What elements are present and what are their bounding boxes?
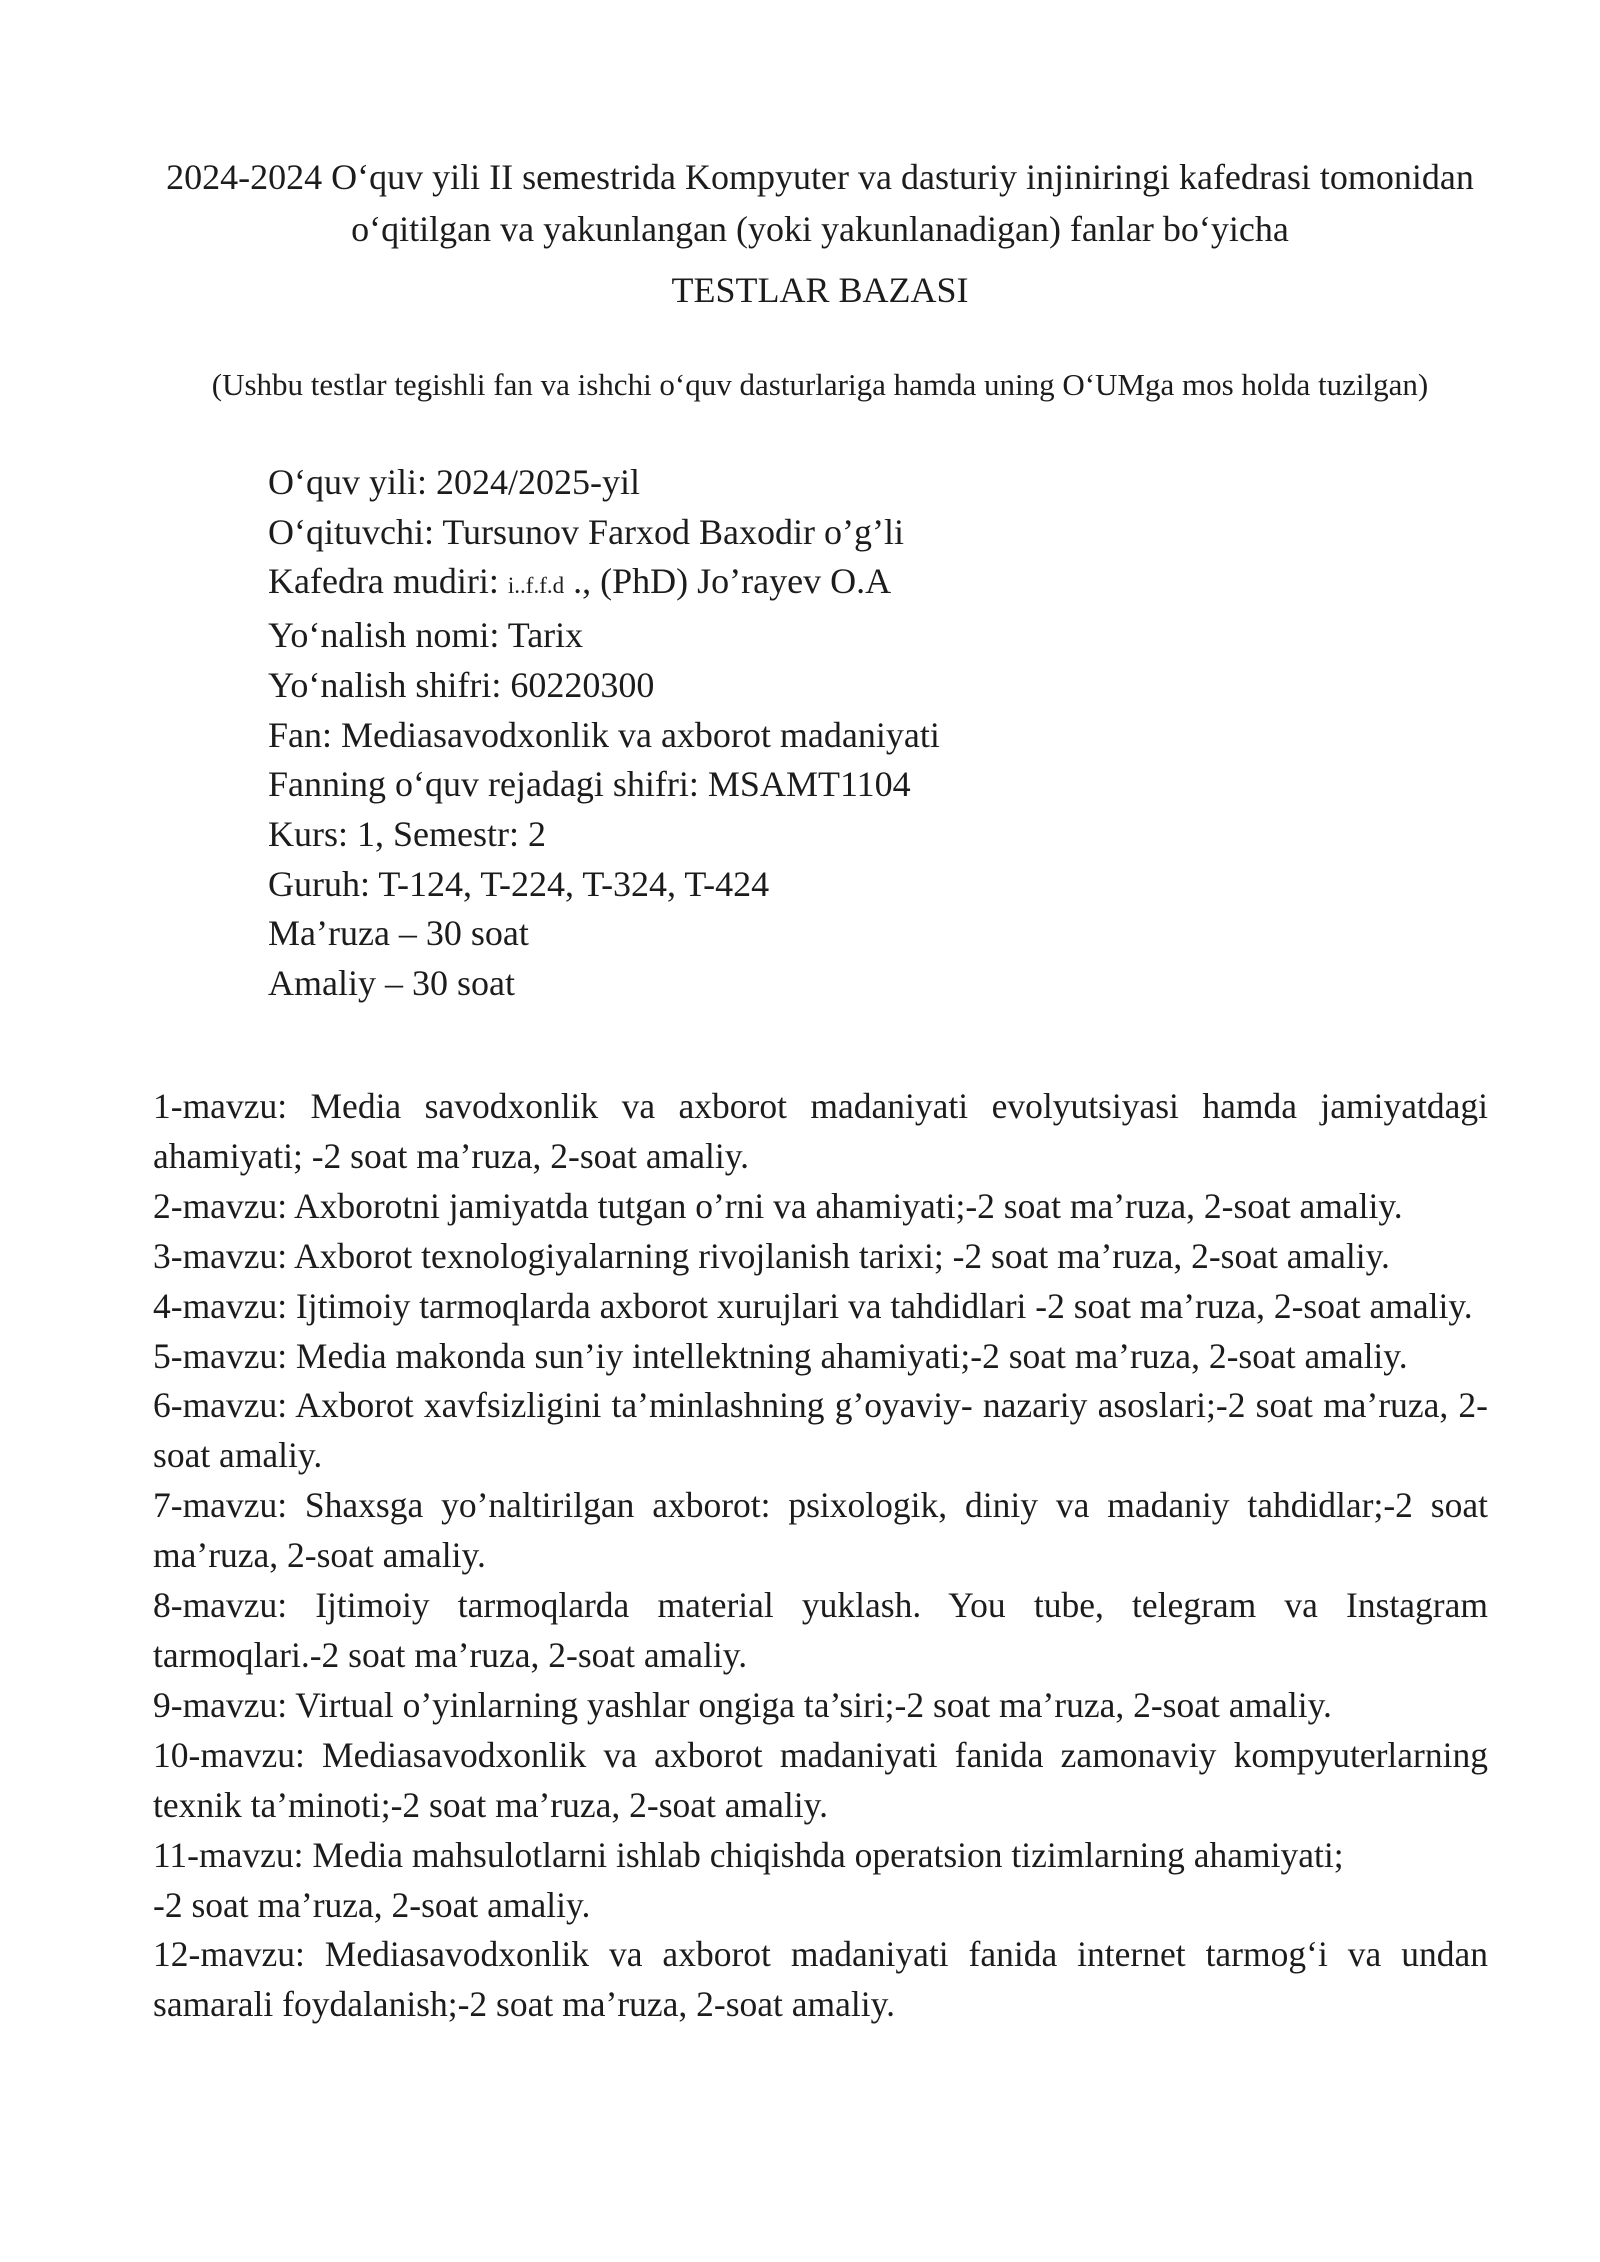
department-head <box>268 557 1368 611</box>
topic-item: 6-mavzu: Axborot xavfsizligini ta’minlashning g’oyaviy- nazariy asoslari;-2 soat ma’ruza, 2-soat amaliy. <box>153 1385 1488 1476</box>
topic-item: 3-mavzu: Axborot texnologiyalarning rivojlanish tarixi; -2 soat ma’ruza, 2-soat amaliy. <box>153 1235 1390 1276</box>
lecture-hours: Ma’ruza – 30 soat <box>268 913 529 954</box>
course-info <box>268 458 1368 1009</box>
department-head-name: ., (PhD) Jo’rayev O.A <box>564 561 892 602</box>
study-year: O‘quv yili: 2024/2025-yil <box>268 462 640 502</box>
department-head-degree: i..f.f.d <box>507 573 565 599</box>
direction-code: Yo‘nalish shifri: 60220300 <box>268 664 655 705</box>
document-note: (Ushbu testlar tegishli fan va ishchi o‘quv dasturlariga hamda uning O‘UMga mos holda tuzilgan) <box>211 367 1429 402</box>
topic-item: 2-mavzu: Axborotni jamiyatda tutgan o’rni va ahamiyati;-2 soat ma’ruza, 2-soat amaliy. <box>153 1185 1403 1226</box>
document-intro: 2024-2024 O‘quv yili II semestrida Kompyuter va dasturiy injiniringi kafedrasi tomonidan o‘qitilgan va yakunlangan (yoki yakunlanadigan) fanlar bo‘yicha <box>166 157 1474 249</box>
topic-item: 5-mavzu: Media makonda sun’iy intellektning ahamiyati;-2 soat ma’ruza, 2-soat amaliy. <box>153 1335 1408 1376</box>
topic-item-continuation: -2 soat ma’ruza, 2-soat amaliy. <box>153 1884 591 1925</box>
topic-item: 1-mavzu: Media savodxonlik va axborot madaniyati evolyutsiyasi hamda jamiyatdagi ahamiyati; -2 soat ma’ruza, 2-soat amaliy. <box>153 1086 1488 1176</box>
teacher: O‘qituvchi: Tursunov Farxod Baxodir o’g’li <box>268 511 904 552</box>
practice-hours: Amaliy – 30 soat <box>268 963 515 1004</box>
topic-item: 7-mavzu: Shaxsga yo’naltirilgan axborot: psixologik, diniy va madaniy tahdidlar;-2 soat ma’ruza, 2-soat amaliy. <box>153 1485 1488 1576</box>
course-semester: Kurs: 1, Semestr: 2 <box>268 813 546 854</box>
topic-item: 8-mavzu: Ijtimoiy tarmoqlarda material yuklash. You tube, telegram va Instagram tarmoqlari.-2 soat ma’ruza, 2-soat amaliy. <box>153 1585 1488 1675</box>
document-title: TESTLAR BAZASI <box>671 270 969 310</box>
topic-list <box>153 1082 1488 2030</box>
subject: Fan: Mediasavodxonlik va axborot madaniyati <box>268 714 940 755</box>
topic-item: 11-mavzu: Media mahsulotlarni ishlab chiqishda operatsion tizimlarning ahamiyati; <box>153 1834 1344 1875</box>
groups: Guruh: T-124, T-224, T-324, T-424 <box>268 863 770 904</box>
topic-item: 4-mavzu: Ijtimoiy tarmoqlarda axborot xurujlari va tahdidlari -2 soat ma’ruza, 2-soat amaliy. <box>153 1285 1473 1326</box>
curriculum-code: Fanning o‘quv rejadagi shifri: MSAMT1104 <box>268 764 911 805</box>
direction-name: Yo‘nalish nomi: Tarix <box>268 615 584 656</box>
topic-item: 12-mavzu: Mediasavodxonlik va axborot madaniyati fanida internet tarmog‘i va undan samarali foydalanish;-2 soat ma’ruza, 2-soat amaliy. <box>153 1934 1488 2025</box>
topic-item: 10-mavzu: Mediasavodxonlik va axborot madaniyati fanida zamonaviy kompyuterlarning texnik ta’minoti;-2 soat ma’ruza, 2-soat amaliy. <box>153 1734 1488 1825</box>
topic-item: 9-mavzu: Virtual o’yinlarning yashlar ongiga ta’siri;-2 soat ma’ruza, 2-soat amaliy. <box>153 1684 1332 1725</box>
department-head-label: Kafedra mudiri: <box>268 561 508 602</box>
